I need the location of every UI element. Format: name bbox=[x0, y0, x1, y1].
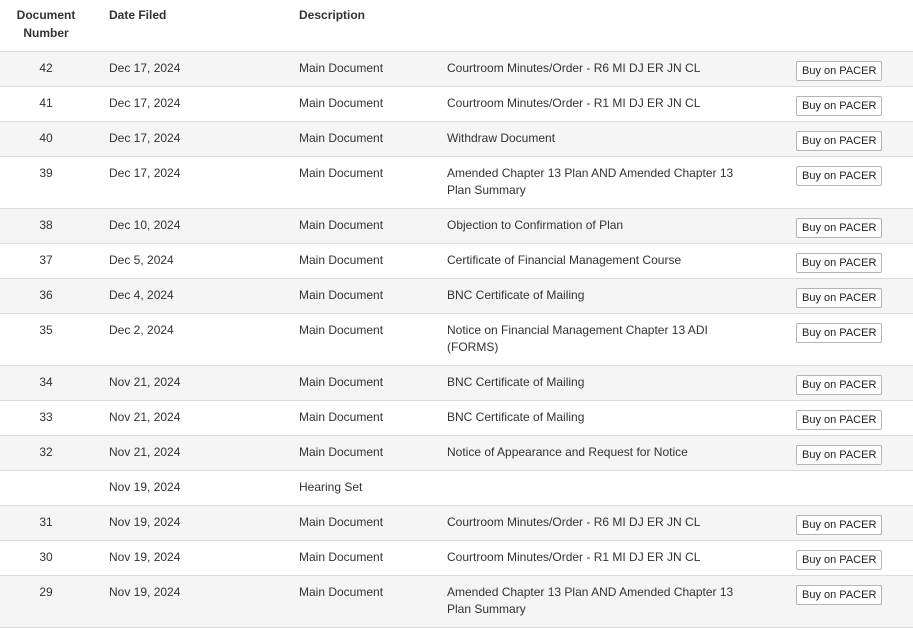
document-description: Amended Chapter 13 Plan AND Amended Chapter 13 Plan Summary bbox=[447, 576, 779, 628]
action-cell bbox=[779, 506, 913, 541]
docket-header-row bbox=[0, 0, 913, 52]
date-filed: Dec 10, 2024 bbox=[92, 209, 282, 244]
document-description: Notice on Financial Management Chapter 13 ADI (FORMS) bbox=[447, 314, 779, 366]
document-type: Main Document bbox=[282, 122, 447, 157]
buy-on-pacer-button[interactable]: Buy on PACER bbox=[796, 550, 882, 570]
docket-body bbox=[0, 52, 913, 628]
action-cell bbox=[779, 541, 913, 576]
document-type: Main Document bbox=[282, 314, 447, 366]
buy-on-pacer-button[interactable]: Buy on PACER bbox=[796, 410, 882, 430]
header-document-label: Document bbox=[16, 8, 76, 22]
document-description: BNC Certificate of Mailing bbox=[447, 279, 779, 314]
docket-row bbox=[0, 279, 913, 314]
document-type: Main Document bbox=[282, 244, 447, 279]
action-cell bbox=[779, 576, 913, 628]
document-type: Main Document bbox=[282, 576, 447, 628]
date-filed: Nov 19, 2024 bbox=[92, 471, 282, 506]
header-number-label: Number bbox=[23, 26, 69, 40]
action-cell bbox=[779, 52, 913, 87]
document-type: Main Document bbox=[282, 401, 447, 436]
document-type: Main Document bbox=[282, 436, 447, 471]
buy-on-pacer-button[interactable]: Buy on PACER bbox=[796, 96, 882, 116]
buy-on-pacer-button[interactable]: Buy on PACER bbox=[796, 445, 882, 465]
date-filed: Dec 17, 2024 bbox=[92, 122, 282, 157]
document-type: Main Document bbox=[282, 157, 447, 209]
action-cell bbox=[779, 244, 913, 279]
action-cell bbox=[779, 401, 913, 436]
date-filed: Nov 21, 2024 bbox=[92, 401, 282, 436]
docket-row bbox=[0, 209, 913, 244]
date-filed: Nov 19, 2024 bbox=[92, 576, 282, 628]
document-number: 29 bbox=[0, 576, 92, 628]
action-cell bbox=[779, 87, 913, 122]
date-filed: Dec 2, 2024 bbox=[92, 314, 282, 366]
buy-on-pacer-button[interactable]: Buy on PACER bbox=[796, 288, 882, 308]
document-type: Main Document bbox=[282, 209, 447, 244]
document-description: Courtroom Minutes/Order - R6 MI DJ ER JN CL bbox=[447, 506, 779, 541]
document-type: Main Document bbox=[282, 541, 447, 576]
document-type: Main Document bbox=[282, 366, 447, 401]
header-document-number bbox=[0, 0, 92, 52]
buy-on-pacer-button[interactable]: Buy on PACER bbox=[796, 218, 882, 238]
document-number: 31 bbox=[0, 506, 92, 541]
buy-on-pacer-button[interactable]: Buy on PACER bbox=[796, 323, 882, 343]
document-description: Courtroom Minutes/Order - R6 MI DJ ER JN CL bbox=[447, 52, 779, 87]
docket-row bbox=[0, 366, 913, 401]
docket-row bbox=[0, 471, 913, 506]
document-description: Courtroom Minutes/Order - R1 MI DJ ER JN CL bbox=[447, 541, 779, 576]
date-filed: Nov 21, 2024 bbox=[92, 366, 282, 401]
docket-row bbox=[0, 157, 913, 209]
document-number: 42 bbox=[0, 52, 92, 87]
document-number: 34 bbox=[0, 366, 92, 401]
document-number: 39 bbox=[0, 157, 92, 209]
buy-on-pacer-button[interactable]: Buy on PACER bbox=[796, 131, 882, 151]
buy-on-pacer-button[interactable]: Buy on PACER bbox=[796, 515, 882, 535]
document-description: Amended Chapter 13 Plan AND Amended Chapter 13 Plan Summary bbox=[447, 157, 779, 209]
date-filed: Nov 19, 2024 bbox=[92, 506, 282, 541]
document-type: Main Document bbox=[282, 87, 447, 122]
docket-row bbox=[0, 122, 913, 157]
date-filed: Nov 21, 2024 bbox=[92, 436, 282, 471]
date-filed: Dec 17, 2024 bbox=[92, 157, 282, 209]
document-type: Hearing Set bbox=[282, 471, 447, 506]
document-number: 37 bbox=[0, 244, 92, 279]
document-description: Objection to Confirmation of Plan bbox=[447, 209, 779, 244]
document-description: BNC Certificate of Mailing bbox=[447, 401, 779, 436]
document-number: 38 bbox=[0, 209, 92, 244]
date-filed: Nov 19, 2024 bbox=[92, 541, 282, 576]
action-cell bbox=[779, 436, 913, 471]
buy-on-pacer-button[interactable]: Buy on PACER bbox=[796, 585, 882, 605]
docket-row bbox=[0, 436, 913, 471]
header-date-filed: Date Filed bbox=[92, 0, 282, 52]
action-cell bbox=[779, 209, 913, 244]
document-number: 40 bbox=[0, 122, 92, 157]
document-number: 35 bbox=[0, 314, 92, 366]
date-filed: Dec 17, 2024 bbox=[92, 87, 282, 122]
document-number: 36 bbox=[0, 279, 92, 314]
document-number bbox=[0, 471, 92, 506]
docket-row bbox=[0, 401, 913, 436]
date-filed: Dec 4, 2024 bbox=[92, 279, 282, 314]
document-description: BNC Certificate of Mailing bbox=[447, 366, 779, 401]
document-number: 41 bbox=[0, 87, 92, 122]
document-type: Main Document bbox=[282, 506, 447, 541]
document-type: Main Document bbox=[282, 279, 447, 314]
action-cell bbox=[779, 279, 913, 314]
date-filed: Dec 5, 2024 bbox=[92, 244, 282, 279]
header-blank-action bbox=[779, 0, 913, 52]
header-description: Description bbox=[282, 0, 447, 52]
buy-on-pacer-button[interactable]: Buy on PACER bbox=[796, 61, 882, 81]
buy-on-pacer-button[interactable]: Buy on PACER bbox=[796, 166, 882, 186]
action-cell bbox=[779, 471, 913, 506]
action-cell bbox=[779, 314, 913, 366]
buy-on-pacer-button[interactable]: Buy on PACER bbox=[796, 253, 882, 273]
action-cell bbox=[779, 366, 913, 401]
action-cell bbox=[779, 157, 913, 209]
date-filed: Dec 17, 2024 bbox=[92, 52, 282, 87]
docket-row bbox=[0, 541, 913, 576]
docket-row bbox=[0, 506, 913, 541]
document-number: 30 bbox=[0, 541, 92, 576]
document-description: Courtroom Minutes/Order - R1 MI DJ ER JN CL bbox=[447, 87, 779, 122]
document-number: 32 bbox=[0, 436, 92, 471]
docket-row bbox=[0, 244, 913, 279]
docket-row bbox=[0, 576, 913, 628]
buy-on-pacer-button[interactable]: Buy on PACER bbox=[796, 375, 882, 395]
document-description: Certificate of Financial Management Course bbox=[447, 244, 779, 279]
docket-row bbox=[0, 52, 913, 87]
docket-row bbox=[0, 87, 913, 122]
document-number: 33 bbox=[0, 401, 92, 436]
document-description: Withdraw Document bbox=[447, 122, 779, 157]
docket-row bbox=[0, 314, 913, 366]
document-type: Main Document bbox=[282, 52, 447, 87]
action-cell bbox=[779, 122, 913, 157]
document-description: Notice of Appearance and Request for Notice bbox=[447, 436, 779, 471]
header-blank-description-text bbox=[447, 0, 779, 52]
document-description bbox=[447, 471, 779, 506]
